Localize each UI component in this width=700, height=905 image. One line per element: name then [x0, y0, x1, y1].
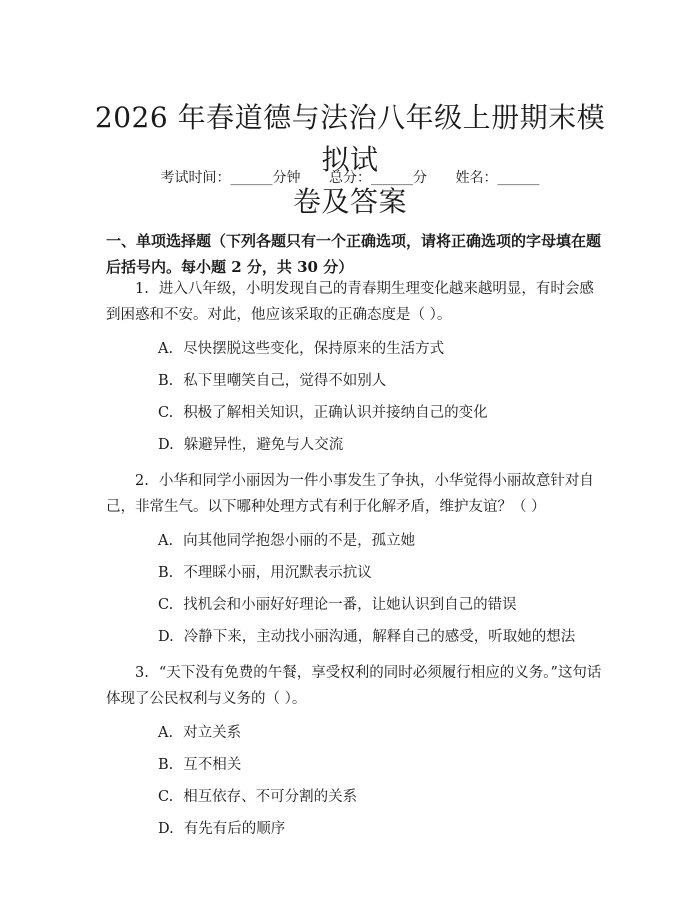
option-text: 尽快摆脱这些变化，保持原来的生活方式	[183, 341, 445, 357]
option-text: 冷静下来，主动找小丽沟通，解释自己的感受，听取她的想法	[183, 629, 576, 645]
question-number: 2.	[135, 473, 149, 489]
option-b	[158, 564, 602, 582]
option-text: 对立关系	[183, 725, 242, 741]
option-letter: D.	[158, 821, 174, 837]
option-text: 相互依存、不可分割的关系	[183, 789, 358, 805]
question-text: 进入八年级，小明发现自己的青春期生理变化越来越明显，有时会感到困惑和不安。对此，他应该采取的正确态度是（ ）。	[106, 281, 594, 323]
question-text: “天下没有免费的午餐，享受权利的同时必须履行相应的义务。”这句话体现了公民权利与义务的（ ）。	[106, 665, 602, 707]
option-letter: B.	[158, 757, 174, 773]
option-text: 积极了解相关知识，正确认识并接纳自己的变化	[183, 405, 488, 421]
question-text: 小华和同学小丽因为一件小事发生了争执，小华觉得小丽故意针对自己，非常生气。以下哪种处理方式有利于化解矛盾，维护友谊？（ ）	[106, 473, 594, 515]
option-c	[158, 788, 602, 806]
title-line-1: 2026 年春道德与法治八年级上册期末模拟试	[94, 100, 606, 176]
option-c	[158, 404, 602, 422]
option-letter: C.	[158, 597, 174, 613]
option-text: 有先有后的顺序	[183, 821, 286, 837]
option-text: 不理睬小丽，用沉默表示抗议	[183, 565, 372, 581]
option-text: 找机会和小丽好好理论一番，让她认识到自己的错误	[183, 597, 517, 613]
option-letter: B.	[158, 373, 174, 389]
question-stem	[106, 276, 602, 328]
question-number: 3.	[135, 665, 149, 681]
question-number: 1.	[135, 281, 149, 297]
option-letter: A.	[158, 341, 174, 357]
option-b	[158, 372, 602, 390]
option-letter: A.	[158, 533, 174, 549]
title-line-2: 卷及答案	[292, 184, 407, 218]
option-text: 互不相关	[183, 757, 242, 773]
total-score: 总分：______分	[329, 170, 427, 186]
exam-time: 考试时间：______分钟	[160, 170, 301, 186]
option-letter: B.	[158, 565, 174, 581]
student-name: 姓名：______	[455, 170, 540, 186]
option-c	[158, 596, 602, 614]
option-letter: A.	[158, 725, 174, 741]
question-stem	[106, 660, 602, 712]
document-title	[90, 97, 610, 223]
exam-info	[0, 168, 700, 188]
option-b	[158, 756, 602, 774]
option-d	[158, 628, 602, 646]
section-heading: 一、单项选择题（下列各题只有一个正确选项，请将正确选项的字母填在题后括号内。每小题 2 分，共 30 分）	[106, 232, 602, 276]
option-d	[158, 436, 602, 454]
option-text: 向其他同学抱怨小丽的不是，孤立她	[183, 533, 416, 549]
question-list	[106, 276, 602, 852]
option-text: 私下里嘲笑自己，觉得不如别人	[183, 373, 387, 389]
option-a	[158, 532, 602, 550]
option-letter: D.	[158, 437, 174, 453]
option-a	[158, 724, 602, 742]
question-3	[106, 660, 602, 838]
option-d	[158, 820, 602, 838]
question-stem	[106, 468, 602, 520]
option-letter: C.	[158, 789, 174, 805]
option-letter: C.	[158, 405, 174, 421]
option-letter: D.	[158, 629, 174, 645]
option-a	[158, 340, 602, 358]
question-1	[106, 276, 602, 454]
question-2	[106, 468, 602, 646]
option-text: 躲避异性，避免与人交流	[183, 437, 344, 453]
